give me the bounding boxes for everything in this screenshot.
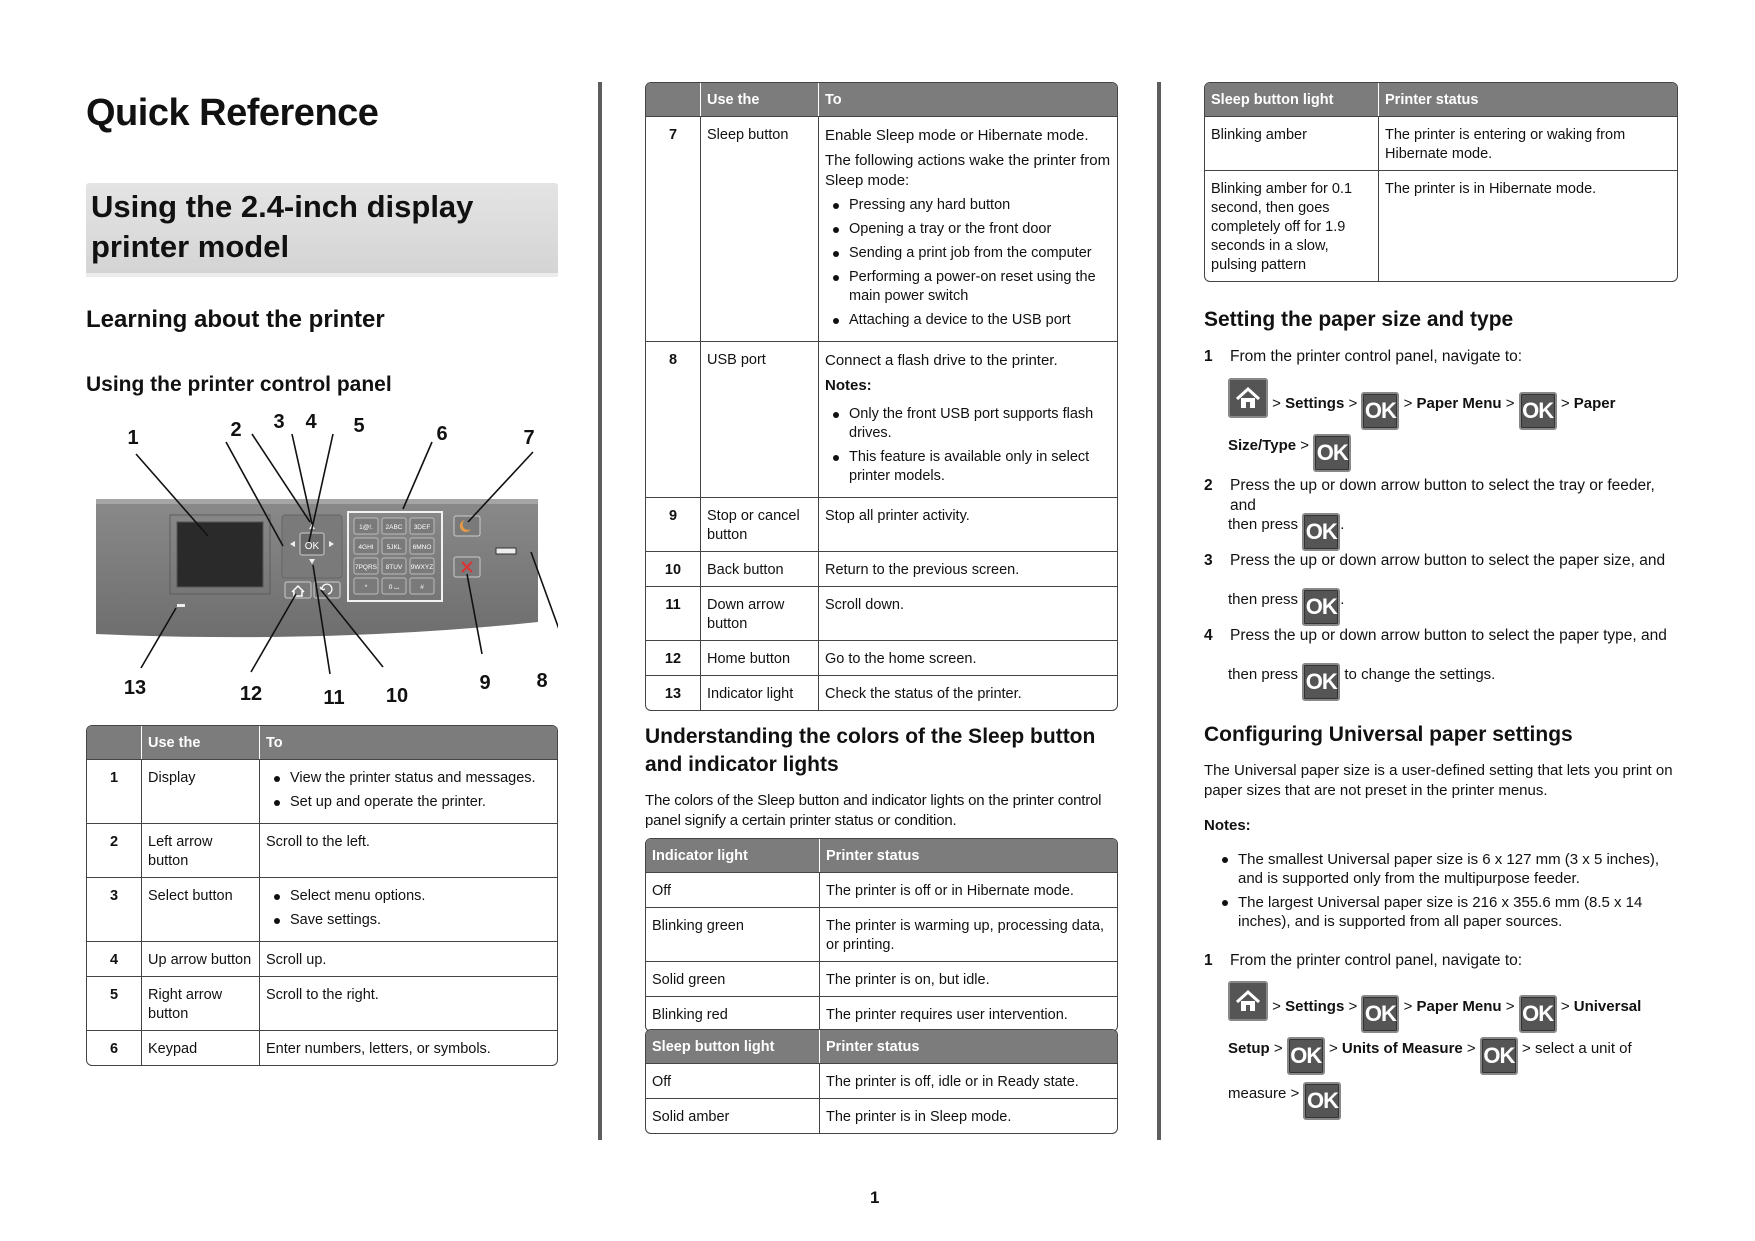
paper-step-3-cont: then press OK . — [1228, 577, 1344, 626]
col-header-status: Printer status — [819, 839, 1117, 872]
col-header-use: Use the — [141, 726, 259, 759]
paper-step-1: 1 From the printer control panel, navigate to: — [1204, 348, 1523, 365]
control-table-continued — [645, 82, 1118, 711]
keypad-key-label: * — [364, 584, 368, 591]
display-screen — [177, 522, 263, 587]
table-row: 8 USB port Connect a flash drive to the printer. Notes: Only the front USB port supports flash drives. This feature is available only in select printer models. — [646, 341, 1117, 497]
table-row: Blinking red The printer requires user intervention. — [646, 996, 1117, 1031]
paper-step-2-cont: then press OK . — [1228, 502, 1344, 551]
table-row: Blinking amber for 0.1 second, then goes completely off for 1.9 seconds in a slow, pulsing pattern The printer is in Hibernate mode. — [1205, 170, 1677, 281]
ok-button-icon: OK — [1303, 1082, 1341, 1120]
section-banner — [86, 183, 558, 275]
ok-button-icon: OK — [1361, 392, 1399, 430]
col-header-to: To — [818, 83, 1117, 116]
col-header-to: To — [259, 726, 557, 759]
control-table — [86, 725, 558, 1066]
table-row: 9 Stop or cancel button Stop all printer activity. — [646, 497, 1117, 551]
usb-port — [496, 548, 516, 554]
table-row: 4 Up arrow button Scroll up. — [87, 941, 557, 976]
keypad-key-label: 4GHI — [358, 544, 374, 551]
list-item: The largest Universal paper size is 216 x 355.6 mm (8.5 x 14 inches), and is supported from all paper sources. — [1214, 893, 1678, 931]
indicator-light — [177, 604, 185, 607]
table-row: 3 Select button Select menu options. Save settings. — [87, 877, 557, 941]
heading-universal: Configuring Universal paper settings — [1204, 723, 1573, 746]
table-row: 1 Display View the printer status and messages. Set up and operate the printer. — [87, 759, 557, 823]
col-header-sleep: Sleep button light — [646, 1030, 819, 1063]
keypad-key-label: 8TUV — [385, 564, 403, 571]
col-header-sleep: Sleep button light — [1205, 83, 1378, 116]
paper-nav-path-cont: Size/Type > OK — [1228, 423, 1678, 472]
keypad-key-label: 9WXYZ — [410, 564, 434, 571]
callout-4: 4 — [305, 412, 317, 433]
paper-step-4: 4 Press the up or down arrow button to select the paper type, and — [1204, 627, 1667, 644]
ok-button-icon: OK — [1302, 663, 1340, 701]
col-header-use: Use the — [700, 83, 818, 116]
ok-button-icon: OK — [1361, 995, 1399, 1033]
paper-nav-path: > Settings > OK > Paper Menu > OK > Paper — [1228, 378, 1678, 430]
heading-control-panel: Using the printer control panel — [86, 373, 392, 396]
column-divider — [598, 82, 602, 1140]
callout-13: 13 — [123, 677, 147, 699]
paper-step-4-cont: then press OK to change the settings. — [1228, 652, 1495, 701]
keypad-key-label: 0 ⌴ — [388, 584, 400, 591]
universal-step-1: 1 From the printer control panel, navigate to: — [1204, 952, 1523, 969]
keypad-key-label: 2ABC — [385, 524, 403, 531]
sleep-table-continued — [1204, 82, 1678, 282]
callout-7: 7 — [523, 427, 535, 449]
callout-2: 2 — [230, 419, 242, 441]
paper-step-3: 3 Press the up or down arrow button to select the paper size, and — [1204, 552, 1666, 569]
home-button-icon — [1228, 981, 1268, 1021]
universal-notes: Notes: — [1204, 817, 1251, 834]
ok-button-icon: OK — [1287, 1037, 1325, 1075]
sleep-table — [645, 1029, 1118, 1134]
col-header-num — [87, 726, 141, 759]
keypad-key-label: 5JKL — [386, 544, 402, 551]
table-row: 11 Down arrow button Scroll down. — [646, 586, 1117, 640]
callout-8: 8 — [536, 670, 548, 692]
banner-text: Using the 2.4-inch display printer model — [91, 189, 474, 264]
home-button-icon — [1228, 378, 1268, 418]
sleep-button — [454, 516, 480, 536]
table-row: Blinking green The printer is warming up, processing data, or printing. — [646, 907, 1117, 961]
table-row: Off The printer is off or in Hibernate mode. — [646, 872, 1117, 907]
keypad-key-label: 1@!. — [359, 524, 373, 531]
callout-11: 11 — [323, 687, 345, 709]
table-row: Blinking amber The printer is entering or waking from Hibernate mode. — [1205, 116, 1677, 170]
callout-5: 5 — [353, 415, 365, 437]
ok-button-icon: OK — [1519, 392, 1557, 430]
table-row: 10 Back button Return to the previous screen. — [646, 551, 1117, 586]
heading-colors: Understanding the colors of the Sleep button and indicator lights — [645, 725, 1096, 776]
paper-step-2: 2 Press the up or down arrow button to select the tray or feeder, and — [1204, 477, 1655, 514]
universal-bullets — [1214, 850, 1678, 936]
ok-button-icon: OK — [1519, 995, 1557, 1033]
universal-nav-path-2: Setup > OK > Units of Measure > OK > select a unit of — [1228, 1026, 1678, 1075]
ok-label: OK — [304, 541, 320, 552]
col-header-status: Printer status — [819, 1030, 1117, 1063]
table-row: Solid amber The printer is in Sleep mode. — [646, 1098, 1117, 1133]
table-row: 6 Keypad Enter numbers, letters, or symbols. — [87, 1030, 557, 1065]
col-header-status: Printer status — [1378, 83, 1677, 116]
ok-button-icon: OK — [1302, 513, 1340, 551]
keypad-key-label: 3DEF — [413, 524, 431, 531]
ok-button-icon: OK — [1480, 1037, 1518, 1075]
callout-1: 1 — [127, 427, 139, 449]
universal-intro: The Universal paper size is a user-defined setting that lets you print on paper sizes that are not preset in the printer menus. — [1204, 762, 1673, 799]
callout-12: 12 — [239, 683, 263, 705]
callout-9: 9 — [479, 672, 491, 694]
keypad-key-label: 6MNO — [412, 544, 432, 551]
table-row: 12 Home button Go to the home screen. — [646, 640, 1117, 675]
keypad-key-label: # — [420, 584, 424, 591]
universal-nav-path: > Settings > OK > Paper Menu > OK > Universal — [1228, 981, 1678, 1033]
table-row: Solid green The printer is on, but idle. — [646, 961, 1117, 996]
heading-paper-size: Setting the paper size and type — [1204, 308, 1514, 331]
table-row: 13 Indicator light Check the status of the printer. — [646, 675, 1117, 710]
keypad-key-label: 7PQRS — [354, 564, 378, 571]
column-divider — [1157, 82, 1161, 1140]
callout-3: 3 — [273, 412, 285, 433]
ok-button-icon: OK — [1313, 434, 1351, 472]
table-row: 5 Right arrow button Scroll to the right. — [87, 976, 557, 1030]
table-row: 2 Left arrow button Scroll to the left. — [87, 823, 557, 877]
control-panel-diagram — [86, 412, 558, 722]
col-header-indicator: Indicator light — [646, 839, 819, 872]
heading-learning: Learning about the printer — [86, 306, 385, 333]
ok-button-icon: OK — [1302, 588, 1340, 626]
callout-6: 6 — [436, 423, 448, 445]
list-item: The smallest Universal paper size is 6 x 127 mm (3 x 5 inches), and is supported only from the multipurpose feeder. — [1214, 850, 1678, 888]
indicator-table — [645, 838, 1118, 1032]
colors-intro: The colors of the Sleep button and indicator lights on the printer control panel signify a certain printer status or condition. — [645, 792, 1102, 829]
universal-nav-path-3: measure > OK — [1228, 1071, 1678, 1120]
col-header-num — [646, 83, 700, 116]
table-row: Off The printer is off, idle or in Ready state. — [646, 1063, 1117, 1098]
page-number: 1 — [870, 1188, 880, 1207]
callout-10: 10 — [385, 685, 409, 707]
page-title: Quick Reference — [86, 92, 379, 134]
table-row: 7 Sleep button Enable Sleep mode or Hibernate mode. The following actions wake the printer from Sleep mode: Pressing any hard button Opening a tray or the front door Sending a print job from the computer Performing a power-on reset using the main power switch Attaching a device to the USB port — [646, 116, 1117, 341]
